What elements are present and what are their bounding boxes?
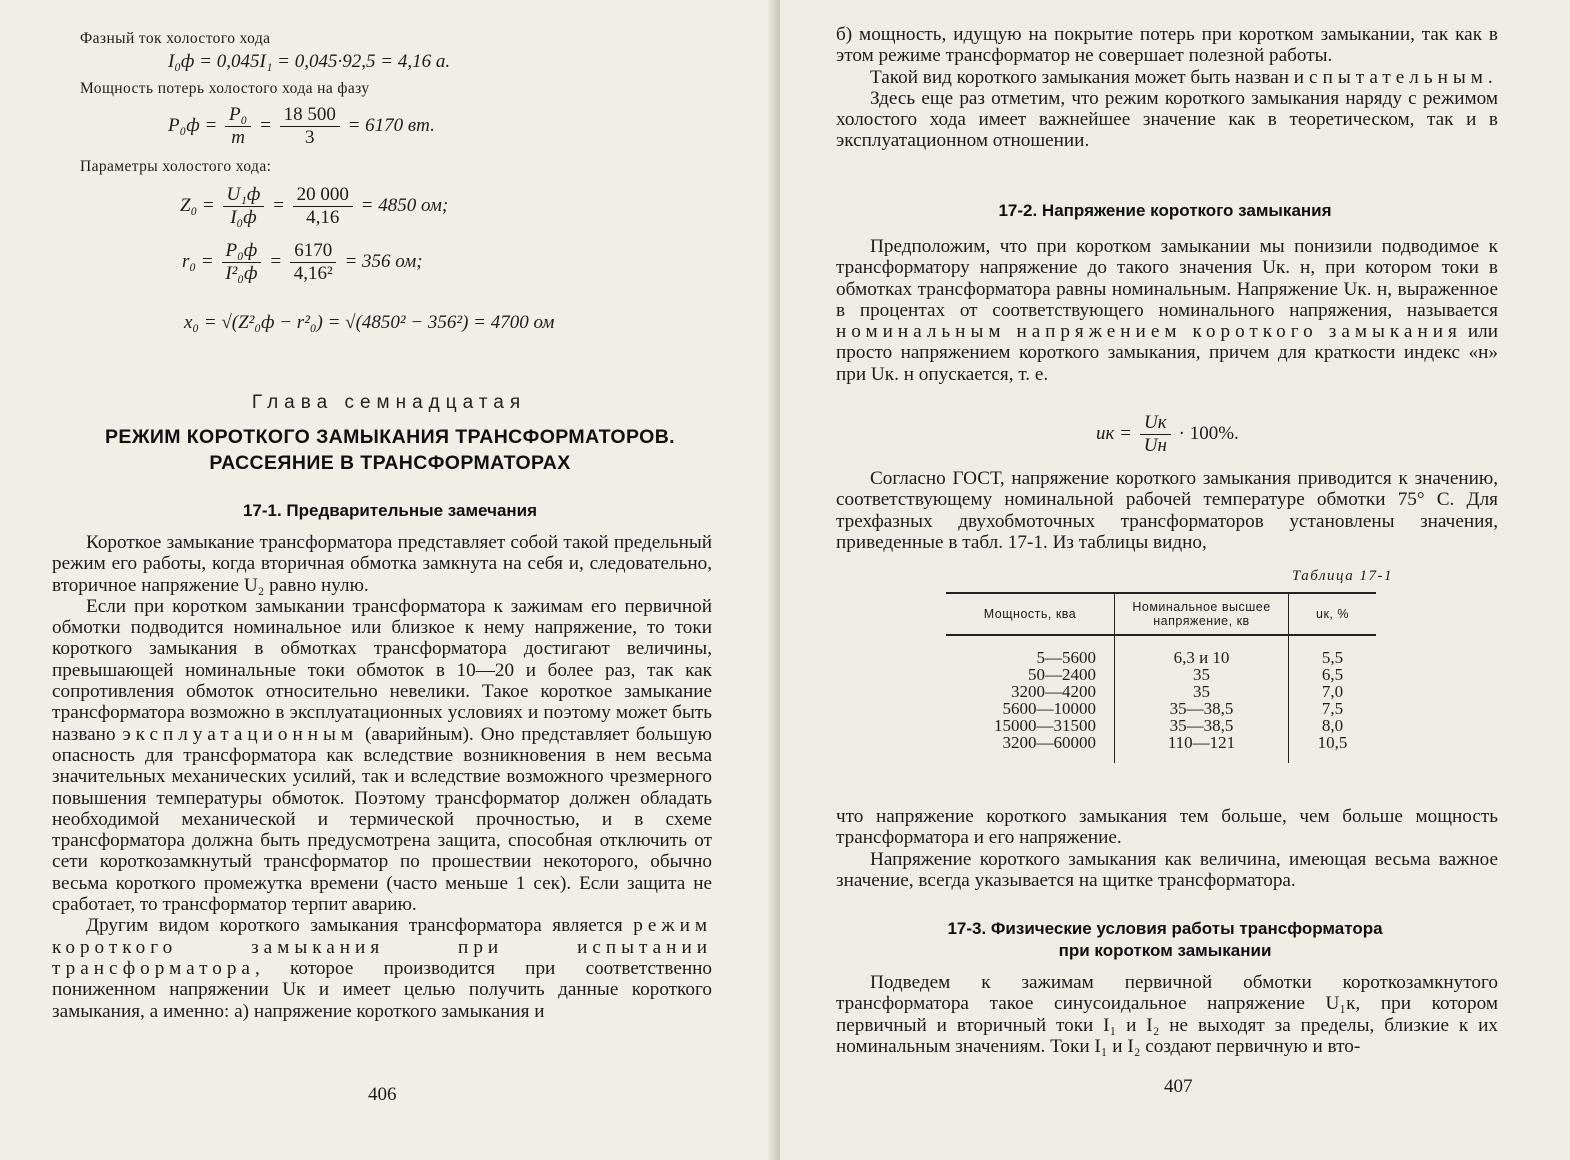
right-page [780, 0, 1570, 1160]
chapter-title: РЕЖИМ КОРОТКОГО ЗАМЫКАНИЯ ТРАНСФОРМАТОРОВ. РАССЕЯНИЕ В ТРАНСФОРМАТОРАХ [105, 426, 675, 474]
table-row: 15000—31500 35—38,5 8,0 [946, 717, 1376, 734]
column-header: Мощность, ква [946, 594, 1115, 635]
paragraph: Такой вид короткого замыкания может быть назван испытательным. [870, 66, 1493, 88]
paragraph: Другим видом короткого замыкания трансформатора является режим короткого замыкания при испытании трансформатора, которое производится при соответственно пониженном напряжении Uк и имеет целью получить данные короткого замыкания, а именно: а) напряжение короткого замыкания и [52, 915, 712, 1022]
paragraph: Предположим, что при коротком замыкании мы понизили подводимое к трансформатору напряжение до такого значения Uк. н, при котором токи в обмотках трансформатора равны номинальным. Напряжение Uк. н, выраженное в процентах от соответствующего номинального напряжения, называется номинальным напряжением короткого замыкания или просто напряжением короткого замыкания, причем для краткости индекс «н» при Uк. н опускается, т. е. [836, 236, 1498, 385]
left-page [0, 0, 778, 1160]
no-load-current-formula: I₀ф = 0,045I₁ = 0,045·92,5 = 4,16 а. [168, 51, 451, 72]
uk-formula: uк = $\frac{Uк}{Uн}$ · 100%. [1096, 412, 1239, 456]
paragraph: б) мощность, идущую на покрытие потерь при коротком замыкании, так как в этом режиме трансформатор не совершает полезной работы. [836, 24, 1498, 67]
paragraph: Здесь еще раз отметим, что режим короткого замыкания наряду с режимом холостого хода имеет важнейшее значение как в теоретическом, так и в эксплуатационном отношении. [836, 87, 1498, 152]
paragraph: что напряжение короткого замыкания тем больше, чем больше мощность трансформатора и его напряжение. [836, 806, 1498, 849]
table-caption: Таблица 17-1 [1292, 568, 1393, 584]
right-body-top [836, 24, 1498, 152]
right-body-after-table [836, 806, 1498, 891]
x0-formula: x₀ = √(Z²₀ф − r²₀) = √(4850² − 356²) = 4700 ом [184, 312, 555, 333]
left-body-text [52, 532, 712, 1022]
paragraph: Согласно ГОСТ, напряжение короткого замыкания приводится к значению, соответствующему номинальной рабочей температуре обмотки 75° С. Для трехфазных двухобмоточных трансформаторов установлены значения, приведенные в табл. 17-1. Из таблицы видно, [836, 468, 1498, 553]
section-heading-17-3: 17-3. Физические условия работы трансформатора при коротком замыкании [947, 919, 1383, 960]
paragraph: Подведем к зажимам первичной обмотки короткозамкнутого трансформатора такое синусоидальное напряжение U₁к, при котором первичный и вторичный токи I₁ и I₂ не выходят за пределы, близкие к их номинальным значениям. Токи I₁ и I₂ создают первичную и вто- [836, 972, 1498, 1057]
table-17-1 [946, 592, 1376, 763]
right-body-17-3 [836, 972, 1498, 1057]
paragraph: Напряжение короткого замыкания как величина, имеющая весьма важное значение, всегда указывается на щитке трансформатора. [836, 848, 1498, 891]
table-row: 5600—10000 35—38,5 7,5 [946, 700, 1376, 717]
page-number-left: 406 [368, 1084, 397, 1105]
table-row: 5—5600 6,3 и 10 5,5 [946, 649, 1376, 666]
section-heading-17-1: 17-1. Предварительные замечания [242, 501, 538, 520]
no-load-current-label: Фазный ток холостого хода [80, 30, 271, 47]
r0-formula: r₀ = $\frac{\text{P₀ф}}{\text{I²₀ф}}$ = $\frac{6170}{\text{4,16²}}$ = 356 ом; [182, 240, 423, 284]
no-load-params-label: Параметры холостого хода: [80, 158, 272, 175]
table-row: 3200—60000 110—121 10,5 [946, 734, 1376, 751]
table-header-row [946, 594, 1376, 635]
chapter-label: Глава семнадцатая [251, 392, 527, 413]
no-load-power-formula: P₀ф = $\frac{\text{P₀}}{m}$ = $\frac{18 500}{3}$ = 6170 вт. [168, 104, 435, 148]
column-header: uк, % [1289, 594, 1377, 635]
table-row: 50—2400 35 6,5 [946, 666, 1376, 683]
no-load-power-label: Мощность потерь холостого хода на фазу [80, 80, 370, 97]
table-row: 3200—4200 35 7,0 [946, 683, 1376, 700]
page-number-right: 407 [1164, 1076, 1193, 1097]
z0-formula: Z₀ = $\frac{\text{U₁ф}}{\text{I₀ф}}$ = $\frac{20 000}{4,16}$ = 4850 ом; [180, 184, 449, 228]
paragraph: Короткое замыкание трансформатора представляет собой такой предельный режим его работы, когда вторичная обмотка замкнута на себя и, следовательно, вторичное напряжение U₂ равно нулю. [52, 532, 712, 596]
section-heading-17-2: 17-2. Напряжение короткого замыкания [998, 201, 1332, 220]
data-table [946, 594, 1376, 763]
paragraph: Если при коротком замыкании трансформатора к зажимам его первичной обмотки подводится номинальное или близкое к нему напряжение, то токи короткого замыкания в обмотках трансформатора достигают величины, превышающей номинальные токи обмоток в 10—20 и более раз, так как сопротивления обмоток относительно невелики. Такое короткое замыкание трансформатора возможно в эксплуатационных условиях и поэтому может быть названо эксплуатационным (аварийным). Оно представляет большую опасность для трансформатора как вследствие возникновения в нем весьма значительных механических усилий, так и вследствие возможного чрезмерного повышения температуры обмоток. Поэтому трансформатор должен обладать необходимой механической и термической прочностью, и в схеме трансформатора должна быть предусмотрена защита, способная отключить от сети короткозамкнутый трансформатор по прошествии некоторого, обычно весьма короткого промежутка времени (часто меньше 1 сек). Если защита не сработает, то трансформатор терпит аварию. [52, 595, 712, 916]
column-header: Номинальное высшее напряжение, кв [1115, 594, 1289, 635]
right-body-gost [836, 468, 1498, 553]
right-body-17-2 [836, 236, 1498, 385]
